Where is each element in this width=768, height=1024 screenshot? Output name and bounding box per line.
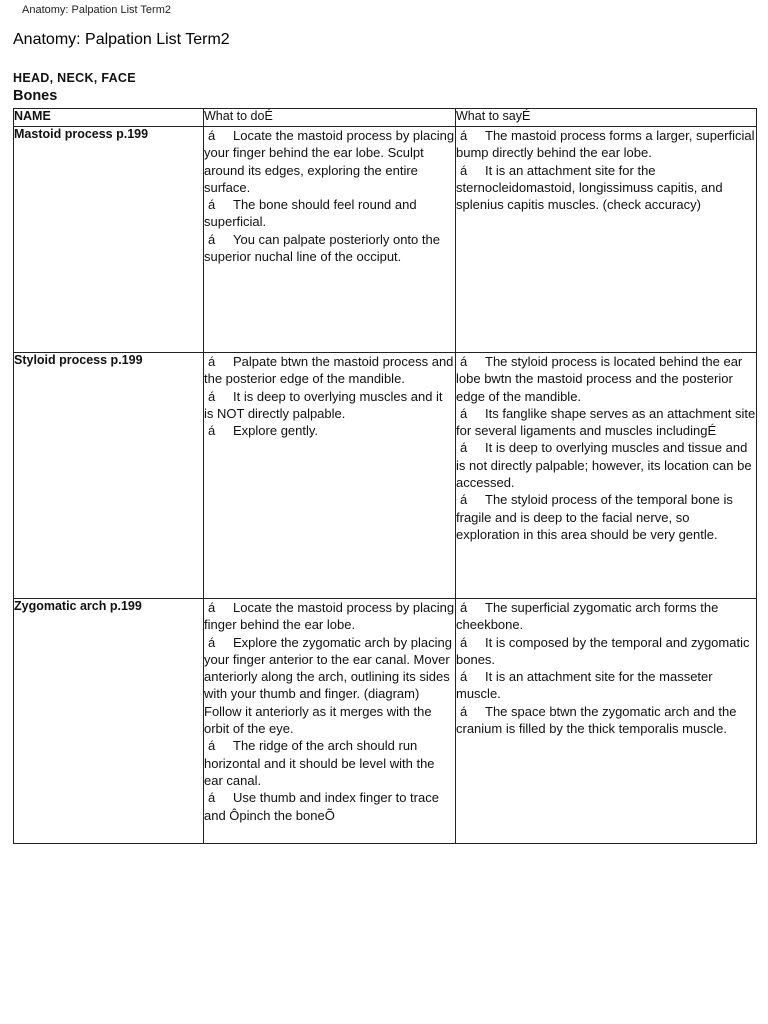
- list-item: [204, 196, 455, 231]
- list-item: [456, 668, 756, 703]
- instruction-text: Explore gently.: [233, 423, 319, 439]
- table-row: [14, 127, 757, 353]
- row-name: Mastoid process p.199: [14, 127, 204, 353]
- document-title: Anatomy: Palpation List Term2: [13, 31, 230, 48]
- list-item: [456, 162, 756, 214]
- table-row: [14, 353, 757, 599]
- bullet-icon: á: [460, 634, 468, 650]
- bullet-icon: á: [460, 492, 468, 508]
- table-header-row: [14, 109, 757, 127]
- bullet-icon: á: [208, 634, 216, 650]
- instruction-text: Use thumb and index finger to trace and Ôpinch the boneÕ: [204, 790, 439, 823]
- bullet-icon: á: [460, 405, 468, 421]
- instruction-text: Explore the zygomatic arch by placing your finger anterior to the ear canal. Mover anteriorly along the arch, outlining its sides with your thumb and finger. (diagram) Follow it anteriorly as it merges with the orbit of the eye.: [204, 634, 452, 737]
- list-item: [456, 634, 756, 669]
- list-item: [456, 491, 756, 543]
- list-item: [456, 439, 756, 491]
- bullet-icon: á: [208, 790, 216, 806]
- list-item: [456, 353, 756, 405]
- bullet-icon: á: [208, 197, 216, 213]
- list-item: [456, 405, 756, 440]
- running-header: Anatomy: Palpation List Term2: [22, 4, 171, 16]
- instruction-text: It is deep to overlying muscles and it is NOT directly palpable.: [204, 388, 443, 421]
- list-item: [204, 231, 455, 266]
- instruction-text: You can palpate posteriorly onto the superior nuchal line of the occiput.: [204, 231, 440, 265]
- list-item: [204, 737, 455, 789]
- what-to-say-cell: [456, 599, 757, 844]
- row-name: Styloid process p.199: [14, 353, 204, 599]
- subsection-heading: Bones: [13, 88, 58, 104]
- bullet-icon: á: [208, 231, 216, 247]
- bullet-icon: á: [460, 669, 468, 685]
- bullet-icon: á: [460, 440, 468, 456]
- bullet-icon: á: [208, 128, 216, 143]
- row-name: Zygomatic arch p.199: [14, 599, 204, 844]
- what-to-do-cell: [204, 599, 456, 844]
- statement-text: It is an attachment site for the masseter muscle.: [456, 669, 713, 702]
- bullet-icon: á: [460, 128, 468, 143]
- table-row: [14, 599, 757, 844]
- palpation-table: [13, 108, 757, 844]
- bullet-icon: á: [460, 354, 468, 369]
- list-item: [204, 599, 455, 634]
- header-what-to-say: What to sayÉ: [456, 109, 757, 127]
- statement-text: The space btwn the zygomatic arch and the cranium is filled by the thick temporalis muscle.: [456, 703, 737, 737]
- instruction-text: The ridge of the arch should run horizontal and it should be level with the ear canal.: [204, 738, 435, 788]
- statement-text: The styloid process of the temporal bone is fragile and is deep to the facial nerve, so exploration in this area should be very gentle.: [456, 492, 733, 542]
- list-item: [204, 353, 455, 388]
- what-to-say-cell: [456, 353, 757, 599]
- list-item: [456, 127, 756, 162]
- statement-text: It is composed by the temporal and zygomatic bones.: [456, 634, 750, 667]
- list-item: [456, 703, 756, 738]
- bullet-icon: á: [208, 600, 216, 615]
- bullet-icon: á: [208, 388, 216, 404]
- instruction-text: Palpate btwn the mastoid process and the posterior edge of the mandible.: [204, 354, 454, 387]
- bullet-icon: á: [208, 738, 216, 754]
- statement-text: It is an attachment site for the sternocleidomastoid, longissimuss capitis, and splenius capitis muscles. (check accuracy): [456, 162, 723, 213]
- statement-text: Its fanglike shape serves as an attachment site for several ligaments and muscles includingÉ: [456, 405, 756, 439]
- instruction-text: Locate the mastoid process by placing finger behind the ear lobe.: [204, 600, 455, 633]
- instruction-text: Locate the mastoid process by placing your finger behind the ear lobe. Sculpt around its edges, exploring the entire surface.: [204, 128, 455, 195]
- statement-text: The styloid process is located behind the ear lobe bwtn the mastoid process and the posterior edge of the mandible.: [456, 354, 743, 404]
- list-item: [204, 634, 455, 738]
- list-item: [204, 127, 455, 196]
- statement-text: The mastoid process forms a larger, superficial bump directly behind the ear lobe.: [456, 128, 755, 161]
- bullet-icon: á: [460, 703, 468, 719]
- what-to-do-cell: [204, 353, 456, 599]
- bullet-icon: á: [208, 423, 216, 439]
- statement-text: The superficial zygomatic arch forms the cheekbone.: [456, 600, 719, 633]
- bullet-icon: á: [208, 354, 216, 369]
- list-item: [204, 388, 455, 423]
- what-to-do-cell: [204, 127, 456, 353]
- list-item: [204, 789, 455, 824]
- what-to-say-cell: [456, 127, 757, 353]
- list-item: [204, 422, 455, 439]
- header-what-to-do: What to doÉ: [204, 109, 456, 127]
- bullet-icon: á: [460, 162, 468, 178]
- header-name: NAME: [14, 109, 204, 127]
- list-item: [456, 599, 756, 634]
- instruction-text: The bone should feel round and superficial.: [204, 197, 417, 230]
- bullet-icon: á: [460, 600, 468, 615]
- statement-text: It is deep to overlying muscles and tissue and is not directly palpable; however, its location can be accessed.: [456, 440, 752, 491]
- section-heading: HEAD, NECK, FACE: [13, 71, 136, 85]
